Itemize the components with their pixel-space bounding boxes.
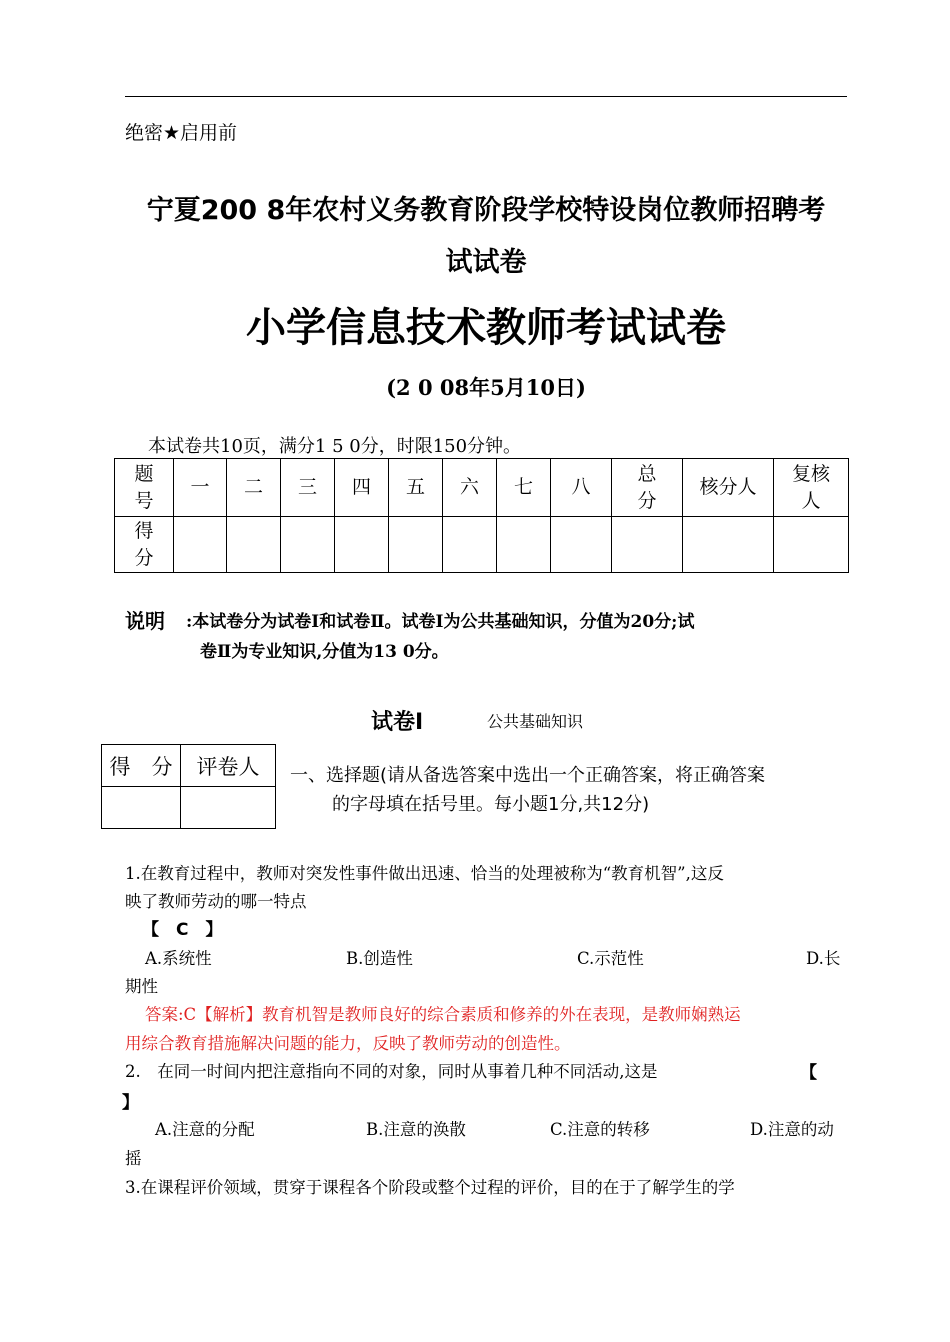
score-table-header-row — [115, 459, 849, 517]
question-3: 3.在课程评价领域，贯穿于课程各个阶段或整个过程的评价，目的在于了解学生的学 — [125, 1178, 735, 1197]
exam-date: (2 0 08年5月10日) — [386, 375, 586, 400]
answer-explanation — [125, 1000, 850, 1058]
col-header: 四 — [335, 459, 389, 517]
note-text — [186, 607, 851, 667]
question-1 — [125, 860, 850, 916]
explanation-line: 答案:C【解析】教育机智是教师良好的综合素质和修养的外在表现，是教师娴熟运 — [145, 1005, 741, 1024]
note-label: 说明 — [125, 609, 165, 633]
label-char: 号 — [134, 489, 154, 512]
grader-score-label: 得 分 — [102, 745, 181, 787]
col-header: 五 — [389, 459, 443, 517]
label-cell — [115, 459, 174, 517]
col-header: 六 — [443, 459, 497, 517]
option-b: B.注意的涣散 — [366, 1120, 466, 1139]
total-char: 总 — [637, 462, 657, 485]
score-cell[interactable] — [174, 517, 227, 573]
reviewer-char: 人 — [801, 489, 821, 512]
score-cell[interactable] — [551, 517, 612, 573]
section-instruction — [290, 761, 850, 819]
grader-score-cell[interactable] — [102, 787, 181, 829]
grader-box — [101, 744, 276, 829]
option-d: D.注意的动 — [750, 1120, 834, 1139]
score-cell[interactable] — [335, 517, 389, 573]
score-cell[interactable] — [389, 517, 443, 573]
exam-title-line1: 宁夏200 8年农村义务教育阶段学校特设岗位教师招聘考 — [146, 195, 826, 226]
question-line: 1.在教育过程中，教师对突发性事件做出迅速、恰当的处理被称为“教育机智”,这反 — [125, 864, 724, 883]
question-line: 映了教师劳动的哪一特点 — [125, 892, 307, 911]
option-c: C.注意的转移 — [550, 1120, 650, 1139]
total-header — [612, 459, 683, 517]
col-header: 一 — [174, 459, 227, 517]
option-b: B.创造性 — [346, 949, 413, 968]
part-subtitle: 公共基础知识 — [487, 712, 584, 731]
score-cell[interactable] — [683, 517, 774, 573]
option-wrap: 期性 — [125, 977, 158, 996]
grader-input-row — [102, 787, 276, 829]
grader-header-row — [102, 745, 276, 787]
option-d: D.长 — [806, 949, 841, 968]
answer-bracket-open: 【 — [800, 1063, 817, 1083]
label-cell — [115, 517, 174, 573]
answer-bracket: 【 C 】 — [142, 920, 223, 940]
option-a: A.注意的分配 — [155, 1120, 255, 1139]
exam-intro: 本试卷共10页，满分1 5 0分，时限150分钟。 — [148, 436, 522, 457]
note-line: :本试卷分为试卷Ⅰ和试卷Ⅱ。试卷Ⅰ为公共基础知识，分值为20分;试 — [186, 612, 695, 632]
score-table-score-row — [115, 517, 849, 573]
reviewer-char: 复核 — [791, 462, 830, 485]
option-a: A.系统性 — [145, 949, 212, 968]
top-rule — [125, 96, 847, 97]
reviewer-header — [774, 459, 849, 517]
grader-name-cell[interactable] — [181, 787, 276, 829]
section-line: 一、选择题(请从备选答案中选出一个正确答案，将正确答案 — [290, 765, 766, 786]
score-cell[interactable] — [612, 517, 683, 573]
question-2: 2. 在同一时间内把注意指向不同的对象，同时从事着几种不同活动,这是 — [125, 1062, 658, 1081]
score-table — [114, 458, 849, 573]
answer-bracket-close: 】 — [122, 1093, 139, 1113]
score-cell[interactable] — [281, 517, 335, 573]
label-char: 得 — [134, 519, 154, 542]
grader-name-label: 评卷人 — [181, 745, 276, 787]
score-cell[interactable] — [443, 517, 497, 573]
score-cell[interactable] — [227, 517, 281, 573]
checker-header: 核分人 — [683, 459, 774, 517]
col-header: 三 — [281, 459, 335, 517]
exam-main-title: 小学信息技术教师考试试卷 — [246, 305, 726, 351]
confidential-mark: 绝密★启用前 — [125, 122, 238, 144]
score-cell[interactable] — [774, 517, 849, 573]
section-line: 的字母填在括号里。每小题1分,共12分) — [332, 794, 650, 815]
note-line: 卷Ⅱ为专业知识,分值为13 0分。 — [200, 642, 449, 662]
total-char: 分 — [637, 489, 657, 512]
option-wrap: 摇 — [125, 1149, 142, 1168]
col-header: 七 — [497, 459, 551, 517]
label-char: 分 — [134, 546, 154, 569]
part-title: 试卷Ⅰ — [371, 710, 424, 735]
exam-title-line2: 试试卷 — [445, 247, 527, 278]
col-header: 二 — [227, 459, 281, 517]
option-c: C.示范性 — [577, 949, 644, 968]
col-header: 八 — [551, 459, 612, 517]
explanation-line: 用综合教育措施解决问题的能力，反映了教师劳动的创造性。 — [125, 1034, 571, 1053]
label-char: 题 — [134, 462, 154, 485]
score-cell[interactable] — [497, 517, 551, 573]
